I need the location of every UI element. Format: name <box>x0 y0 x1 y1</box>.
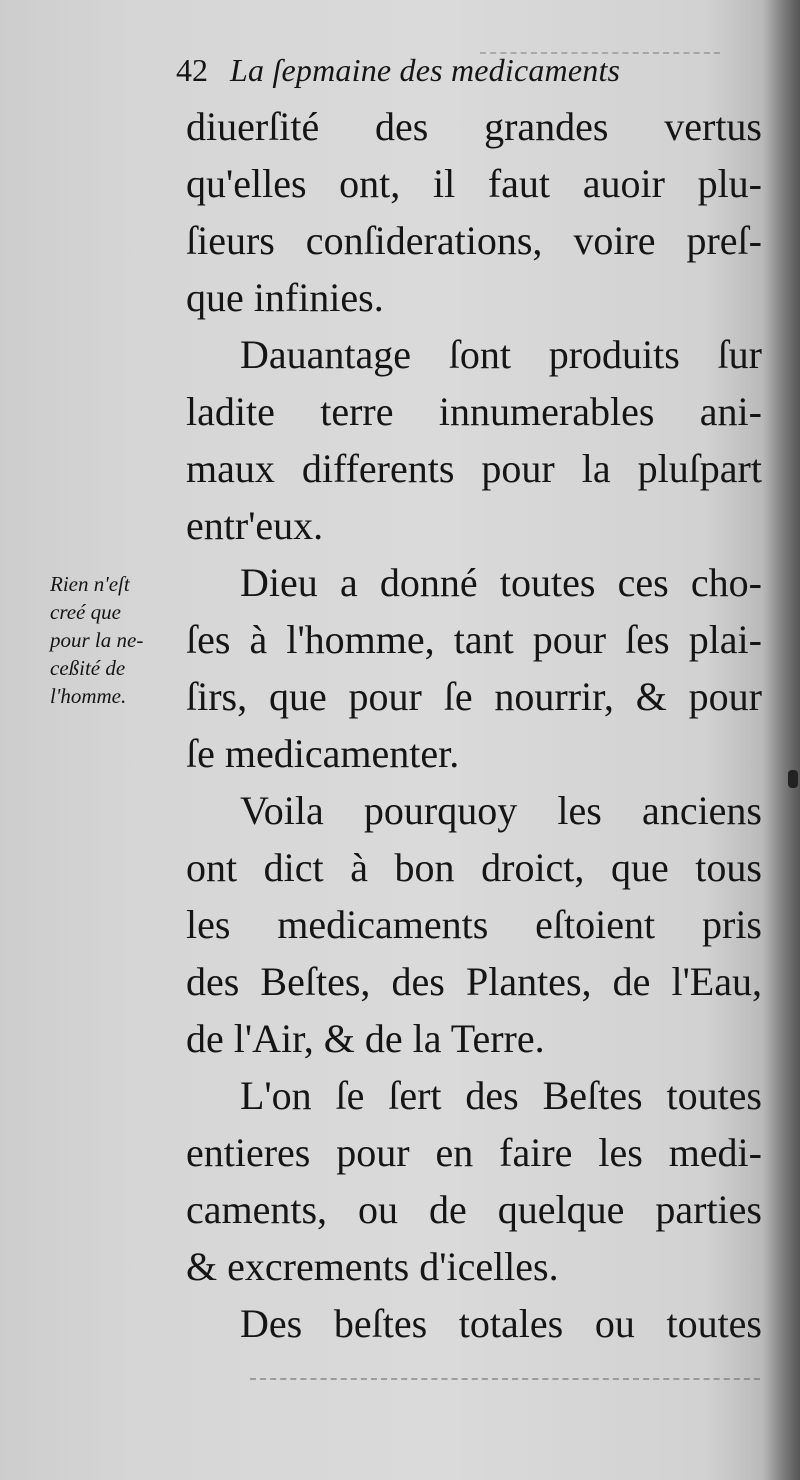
text-line: ſieurs conſiderations, voire preſ- <box>186 218 762 263</box>
text-line: des Beſtes, des Plantes, de l'Eau, <box>186 959 762 1004</box>
text-line: ſes à l'homme, tant pour ſes plai- <box>186 617 762 662</box>
margin-note-line: ceßité de <box>50 656 126 680</box>
text-line: entieres pour en faire les medi- <box>186 1130 762 1175</box>
text-line: ſirs, que pour ſe nourrir, & pour <box>186 674 762 719</box>
text-line: Des beſtes totales ou toutes <box>240 1301 762 1346</box>
margin-note <box>50 570 180 710</box>
ink-speck <box>788 770 798 788</box>
text-line: Dieu a donné toutes ces cho- <box>240 560 762 605</box>
text-line: Dauantage ſont produits ſur <box>240 332 762 377</box>
text-line: ladite terre innumerables ani- <box>186 389 762 434</box>
bottom-faint-rule <box>250 1378 760 1380</box>
text-line: ont dict à bon droict, que tous <box>186 845 762 890</box>
text-line: les medicaments eſtoient pris <box>186 902 762 947</box>
running-head <box>176 52 736 92</box>
text-line: ſe medicamenter. <box>186 731 460 776</box>
margin-note-line: l'homme. <box>50 684 127 708</box>
margin-note-line: Rien n'eſt <box>50 572 130 596</box>
text-line: maux differents pour la pluſpart <box>186 446 762 491</box>
text-line: qu'elles ont, il faut auoir plu- <box>186 161 762 206</box>
text-line: caments, ou de quelque parties <box>186 1187 762 1232</box>
text-line: Voila pourquoy les anciens <box>240 788 762 833</box>
body-text <box>186 98 762 1352</box>
text-line: & excrements d'icelles. <box>186 1244 559 1289</box>
text-line: L'on ſe ſert des Beſtes toutes <box>240 1073 762 1118</box>
margin-note-line: creé que <box>50 600 121 624</box>
text-line: que infinies. <box>186 275 384 320</box>
gutter-shadow <box>762 0 800 1480</box>
text-line: diuerſité des grandes vertus <box>186 104 762 149</box>
text-line: entr'eux. <box>186 503 324 548</box>
page-number: 42 <box>176 52 208 88</box>
running-title: La ſepmaine des medicaments <box>230 52 621 88</box>
margin-note-line: pour la ne- <box>50 628 144 652</box>
text-line: de l'Air, & de la Terre. <box>186 1016 545 1061</box>
